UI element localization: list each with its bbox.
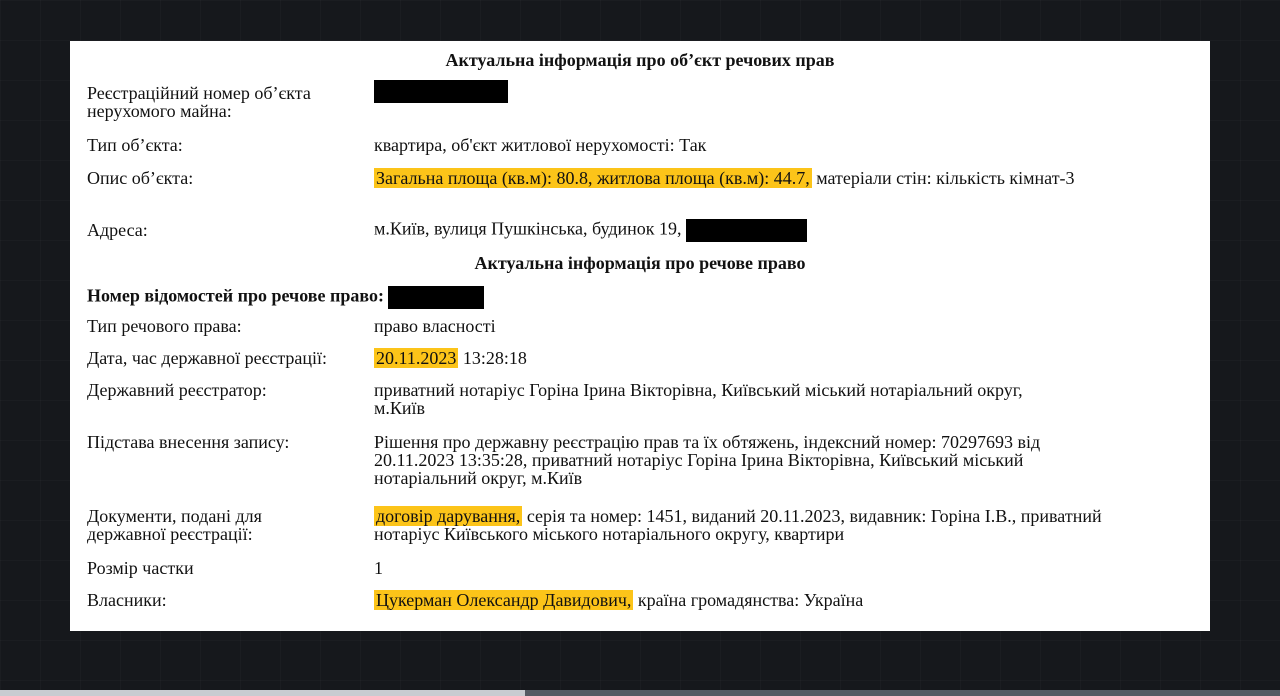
address-text: м.Київ, вулиця Пушкінська, будинок 19, xyxy=(374,218,687,239)
right-type-label: Тип речового права: xyxy=(87,316,242,336)
basis-label: Підстава внесення запису: xyxy=(87,432,290,452)
redaction-bar xyxy=(374,80,508,103)
reg-number-value xyxy=(374,80,1134,103)
reg-time: 13:28:18 xyxy=(458,348,527,368)
video-progress-fill xyxy=(0,690,525,696)
address-value xyxy=(374,219,1134,242)
basis-value: Рішення про державну реєстрацію прав та їх обтяжень, індексний номер: 70297693 від 20.11.2023 13:35:28, приватний нотаріус Горіна Ірина Вікторівна, Київський міський нотаріальний округ, м.Київ xyxy=(374,432,1041,488)
registrar-label: Державний реєстратор: xyxy=(87,380,267,400)
documents-label: Документи, подані для державної реєстрації: xyxy=(87,506,262,544)
address-label: Адреса: xyxy=(87,220,148,240)
document-page xyxy=(70,41,1210,631)
registrar-value: приватний нотаріус Горіна Ірина Вікторівна, Київський міський нотаріальний округ, м.Київ xyxy=(374,380,1023,418)
description-label: Опис об’єкта: xyxy=(87,168,194,188)
documents-highlight: договір дарування, xyxy=(376,506,521,526)
redaction-bar xyxy=(686,219,807,242)
description-value xyxy=(374,169,1134,187)
heading-object: Актуальна інформація про об’єкт речових прав xyxy=(445,50,835,70)
owners-rest: країна громадянства: Україна xyxy=(633,590,864,610)
reg-date-highlight: 20.11.2023 xyxy=(376,348,457,368)
owners-highlight: Цукерман Олександр Давидович, xyxy=(376,590,632,610)
share-value: 1 xyxy=(374,558,383,578)
owners-value xyxy=(374,591,1134,609)
video-progress-bar[interactable] xyxy=(0,690,1280,696)
redaction-bar xyxy=(388,286,484,309)
documents-rest: серія та номер: 1451, виданий 20.11.2023, видавник: Горіна І.В., приватний нотаріус Київського міського нотаріального округу, квартири xyxy=(374,506,1102,544)
right-number-label-text: Номер відомостей про речове право: xyxy=(87,285,384,306)
description-rest: матеріали стін: кількість кімнат-3 xyxy=(811,168,1075,188)
share-label: Розмір частки xyxy=(87,558,194,578)
object-type-label: Тип об’єкта: xyxy=(87,135,183,155)
documents-value xyxy=(374,507,1114,543)
heading-right: Актуальна інформація про речове право xyxy=(474,253,806,273)
description-highlight: Загальна площа (кв.м): 80.8, житлова площа (кв.м): 44.7, xyxy=(376,168,810,188)
object-type-value: квартира, об'єкт житлової нерухомості: Так xyxy=(374,135,707,155)
right-number-label xyxy=(87,286,507,309)
right-type-value: право власності xyxy=(374,316,496,336)
reg-date-value xyxy=(374,349,1134,367)
owners-label: Власники: xyxy=(87,590,167,610)
reg-date-label: Дата, час державної реєстрації: xyxy=(87,348,328,368)
reg-number-label: Реєстраційний номер об’єкта нерухомого майна: xyxy=(87,83,311,121)
